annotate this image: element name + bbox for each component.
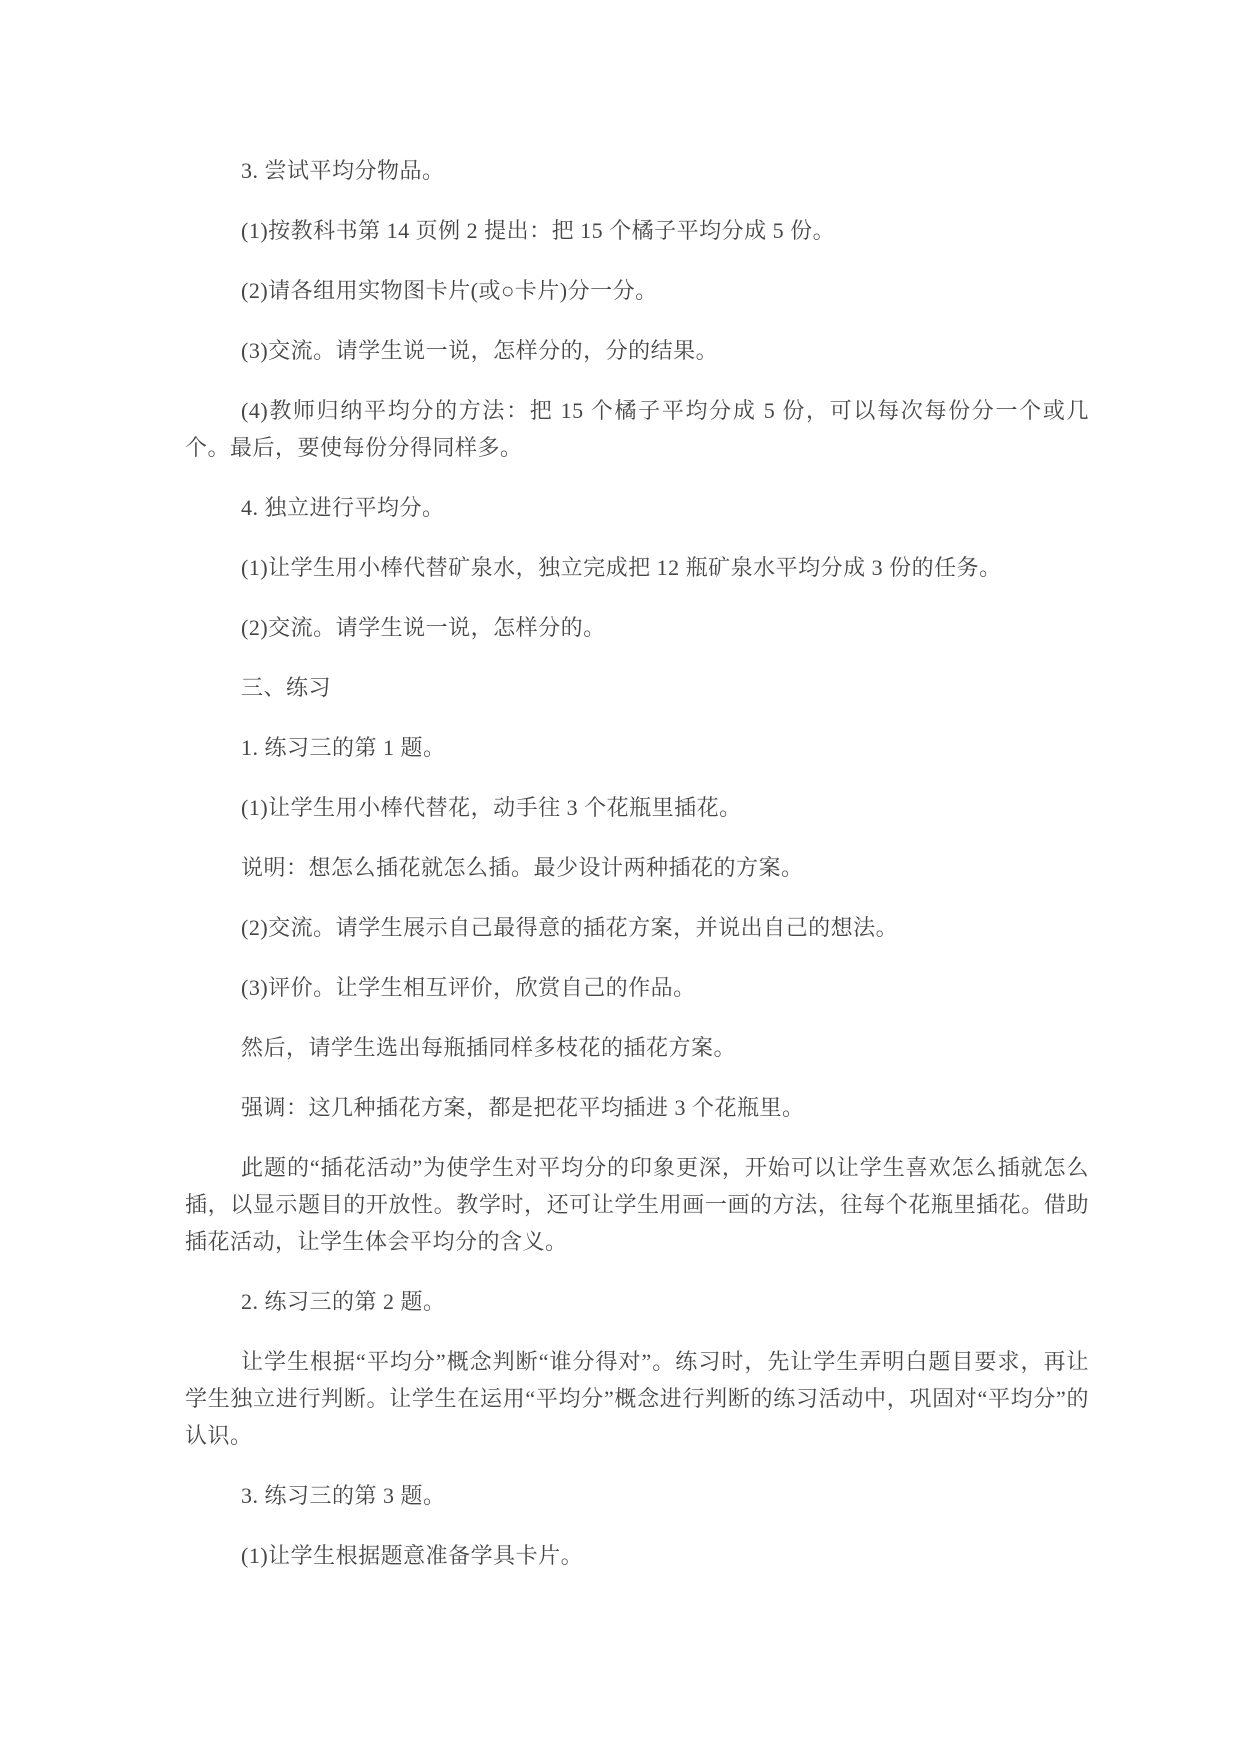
paragraph-exercise1-step-2: (2)交流。请学生展示自己最得意的插花方案，并说出自己的想法。 <box>241 915 899 940</box>
list-item-exercise-1: 1. 练习三的第 1 题。 <box>241 735 446 760</box>
paragraph-exercise1-commentary: 此题的“插花活动”为使学生对平均分的印象更深，开始可以让学生喜欢怎么插就怎么插，以显示题目的开放性。教学时，还可让学生用画一画的方法，往每个花瓶里插花。借助插花活动，让学生体会平均分的含义。 <box>185 1155 1089 1254</box>
paragraph-step-2b: (2)交流。请学生说一说，怎样分的。 <box>241 615 606 640</box>
paragraph-exercise1-emphasis: 强调：这几种插花方案，都是把花平均插进 3 个花瓶里。 <box>241 1095 805 1120</box>
paragraph-exercise1-followup: 然后，请学生选出每瓶插同样多枝花的插花方案。 <box>241 1035 737 1060</box>
paragraph-exercise1-note: 说明：想怎么插花就怎么插。最少设计两种插花的方案。 <box>241 855 804 880</box>
section-heading-practice: 三、练习 <box>241 675 332 700</box>
paragraph-exercise3-step-1: (1)让学生根据题意准备学具卡片。 <box>241 1543 584 1568</box>
paragraph-exercise1-step-3: (3)评价。让学生相互评价，欣赏自己的作品。 <box>241 975 696 1000</box>
paragraph-step-4: (4)教师归纳平均分的方法：把 15 个橘子平均分成 5 份，可以每次每份分一个或几个。最后，要使每份分得同样多。 <box>185 398 1089 460</box>
list-item-4-independent-sharing: 4. 独立进行平均分。 <box>241 495 445 520</box>
paragraph-step-3: (3)交流。请学生说一说，怎样分的，分的结果。 <box>241 338 719 363</box>
list-item-exercise-2: 2. 练习三的第 2 题。 <box>241 1289 446 1314</box>
paragraph-step-1: (1)按教科书第 14 页例 2 提出：把 15 个橘子平均分成 5 份。 <box>241 218 836 243</box>
paragraph-step-2: (2)请各组用实物图卡片(或○卡片)分一分。 <box>241 278 658 303</box>
paragraph-exercise2-commentary: 让学生根据“平均分”概念判断“谁分得对”。练习时，先让学生弄明白题目要求，再让学生独立进行判断。让学生在运用“平均分”概念进行判断的练习活动中，巩固对“平均分”的认识。 <box>185 1349 1089 1448</box>
list-item-exercise-3: 3. 练习三的第 3 题。 <box>241 1483 446 1508</box>
paragraph-exercise1-step-1: (1)让学生用小棒代替花，动手往 3 个花瓶里插花。 <box>241 795 742 820</box>
paragraph-step-1b: (1)让学生用小棒代替矿泉水，独立完成把 12 瓶矿泉水平均分成 3 份的任务。 <box>241 555 1002 580</box>
list-item-3-try-equal-sharing: 3. 尝试平均分物品。 <box>241 158 445 183</box>
